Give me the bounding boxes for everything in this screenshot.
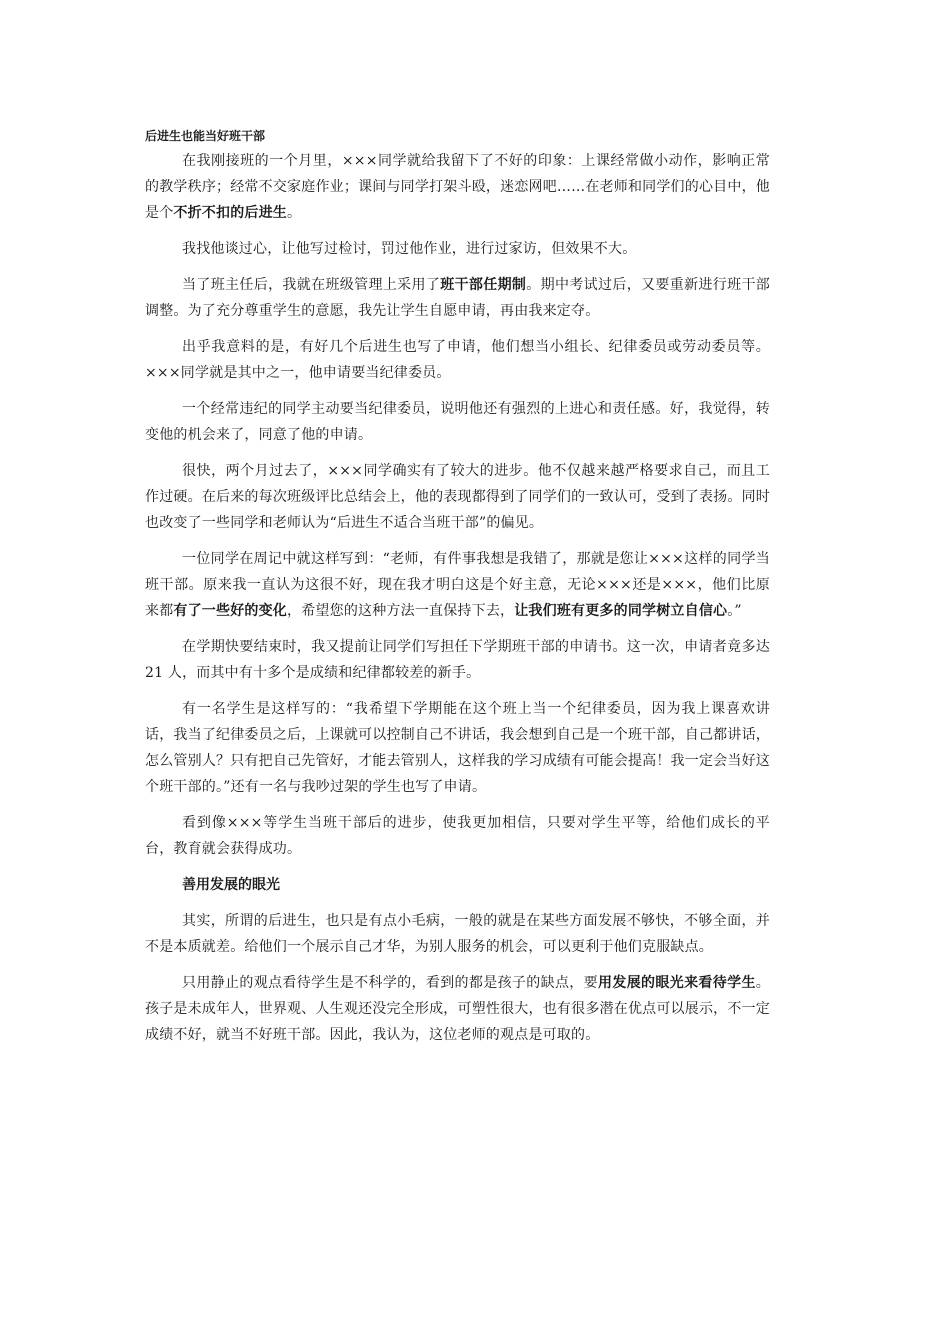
emphasis-text: 不折不扣的后进生 <box>173 205 288 221</box>
emphasis-text: 让我们班有更多的同学树立自信心 <box>514 603 728 619</box>
paragraph-text: 。孩子是未成年人，世界观、人生观还没完全形成，可塑性很大，也有很多潜在优点可以展示，不一定成绩不好，就当不好班干部。因此，我认为，这位老师的观点是可取的。 <box>145 975 770 1043</box>
paragraph-text: ，希望您的这种方法一直保持下去， <box>287 603 515 619</box>
paragraph <box>145 334 770 386</box>
paragraph-text: 一个经常违纪的同学主动要当纪律委员，说明他还有强烈的上进心和责任感。好，我觉得，转变他的机会来了，同意了他的申请。 <box>145 401 770 443</box>
article-body <box>145 148 770 862</box>
article-title: 后进生也能当好班干部 <box>145 129 266 143</box>
emphasis-text: 班干部任期制 <box>440 277 527 293</box>
paragraph-text: 很快，两个月过去了，×××同学确实有了较大的进步。他不仅越来越严格要求自己，而且工作过硬。在后来的每次班级评比总结会上，他的表现都得到了同学们的一致认可，受到了表扬。同时也改变了一些同学和老师认为“后进生不适合当班干部”的偏见。 <box>145 463 770 531</box>
paragraph <box>145 148 770 226</box>
paragraph <box>145 634 770 686</box>
paragraph-text: 出乎我意料的是，有好几个后进生也写了申请，他们想当小组长、纪律委员或劳动委员等。×××同学就是其中之一，他申请要当纪律委员。 <box>145 339 770 381</box>
emphasis-text: 有了一些好的变化 <box>173 603 288 619</box>
paragraph-text: 看到像×××等学生当班干部后的进步，使我更加相信，只要对学生平等，给他们成长的平台，教育就会获得成功。 <box>145 815 770 857</box>
section-heading: 善用发展的眼光 <box>182 877 280 893</box>
paragraph-text: 在我刚接班的一个月里，×××同学就给我留下了不好的印象：上课经常做小动作，影响正常的教学秩序；经常不交家庭作业；课间与同学打架斗殴，迷恋网吧……在老师和同学们的心目中，他是个 <box>145 153 770 221</box>
paragraph <box>145 970 770 1048</box>
emphasis-text: 用发展的眼光来看待学生 <box>598 975 756 991</box>
paragraph <box>145 908 770 960</box>
paragraph <box>145 810 770 862</box>
paragraph-text: 我找他谈过心，让他写过检讨，罚过他作业，进行过家访，但效果不大。 <box>182 241 637 257</box>
paragraph <box>145 236 770 262</box>
paragraph <box>145 458 770 536</box>
paragraph-text: 一位同学在周记中就这样写到：“老师，有件事我想是我错了，那就是您让×××这样的同学当班干部。原来我一直认为这很不好，现在我才明白这是个好主意，无论×××还是×××，他们比原来都 <box>145 551 770 619</box>
paragraph-text: 在学期快要结束时，我又提前让同学们写担任下学期班干部的申请书。这一次，申请者竟多达 21 人，而其中有十多个是成绩和纪律都较差的新手。 <box>145 639 770 681</box>
article-body-continued <box>145 908 770 1048</box>
paragraph-text: 。” <box>727 603 742 619</box>
paragraph <box>145 272 770 324</box>
paragraph <box>145 546 770 624</box>
paragraph-text: 有一名学生是这样写的：“我希望下学期能在这个班上当一个纪律委员，因为我上课喜欢讲话，我当了纪律委员之后，上课就可以控制自己不讲话，我会想到自己是一个班干部，自己都讲话，怎么管别人？只有把自己先管好，才能去管别人，这样我的学习成绩有可能会提高！我一定会当好这个班干部的。”还有一名与我吵过架的学生也写了申请。 <box>145 701 770 795</box>
document-page <box>145 128 770 1058</box>
paragraph-text: 当了班主任后，我就在班级管理上采用了 <box>182 277 441 293</box>
paragraph <box>145 396 770 448</box>
paragraph-text: 。 <box>287 205 302 221</box>
paragraph <box>145 696 770 800</box>
paragraph-text: 。期中考试过后，又要重新进行班干部调整。为了充分尊重学生的意愿，我先让学生自愿申请，再由我来定夺。 <box>145 277 770 319</box>
paragraph-text: 其实，所谓的后进生，也只是有点小毛病，一般的就是在某些方面发展不够快，不够全面，并不是本质就差。给他们一个展示自己才华，为别人服务的机会，可以更利于他们克服缺点。 <box>145 913 770 955</box>
paragraph-text: 只用静止的观点看待学生是不科学的，看到的都是孩子的缺点，要 <box>182 975 598 991</box>
